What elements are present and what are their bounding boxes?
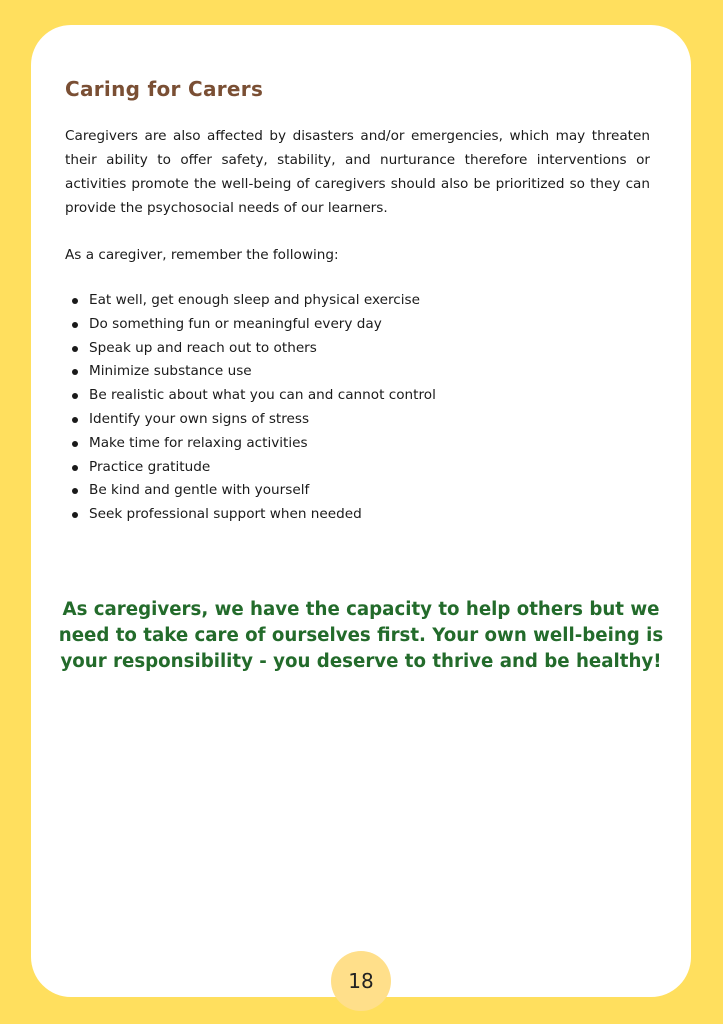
list-item: Be realistic about what you can and cannot control <box>65 384 436 408</box>
list-item: Eat well, get enough sleep and physical exercise <box>65 289 436 313</box>
page-card <box>31 25 691 997</box>
intro-paragraph: Caregivers are also affected by disasters and/or emergencies, which may threaten their ability to offer safety, stability, and nurturance therefore interventions or activities promote the well-being of caregivers should also be prioritized so they can provide the psychosocial needs of our learners. <box>65 128 650 216</box>
list-item: Speak up and reach out to others <box>65 337 436 361</box>
list-item: Do something fun or meaningful every day <box>65 313 436 337</box>
list-item: Practice gratitude <box>65 456 436 480</box>
list-item: Minimize substance use <box>65 360 436 384</box>
list-item: Make time for relaxing activities <box>65 432 436 456</box>
list-item: Be kind and gentle with yourself <box>65 479 436 503</box>
list-item: Seek professional support when needed <box>65 503 436 527</box>
page-title: Caring for Carers <box>65 77 264 101</box>
page-number: 18 <box>348 969 374 993</box>
tips-list <box>65 289 436 527</box>
page-number-badge <box>331 951 391 1011</box>
list-item: Identify your own signs of stress <box>65 408 436 432</box>
remember-label: As a caregiver, remember the following: <box>65 247 339 263</box>
closing-quote: As caregivers, we have the capacity to help others but we need to take care of ourselves first. Your own well-being is your responsibility - you deserve to thrive and be healthy! <box>58 599 664 672</box>
